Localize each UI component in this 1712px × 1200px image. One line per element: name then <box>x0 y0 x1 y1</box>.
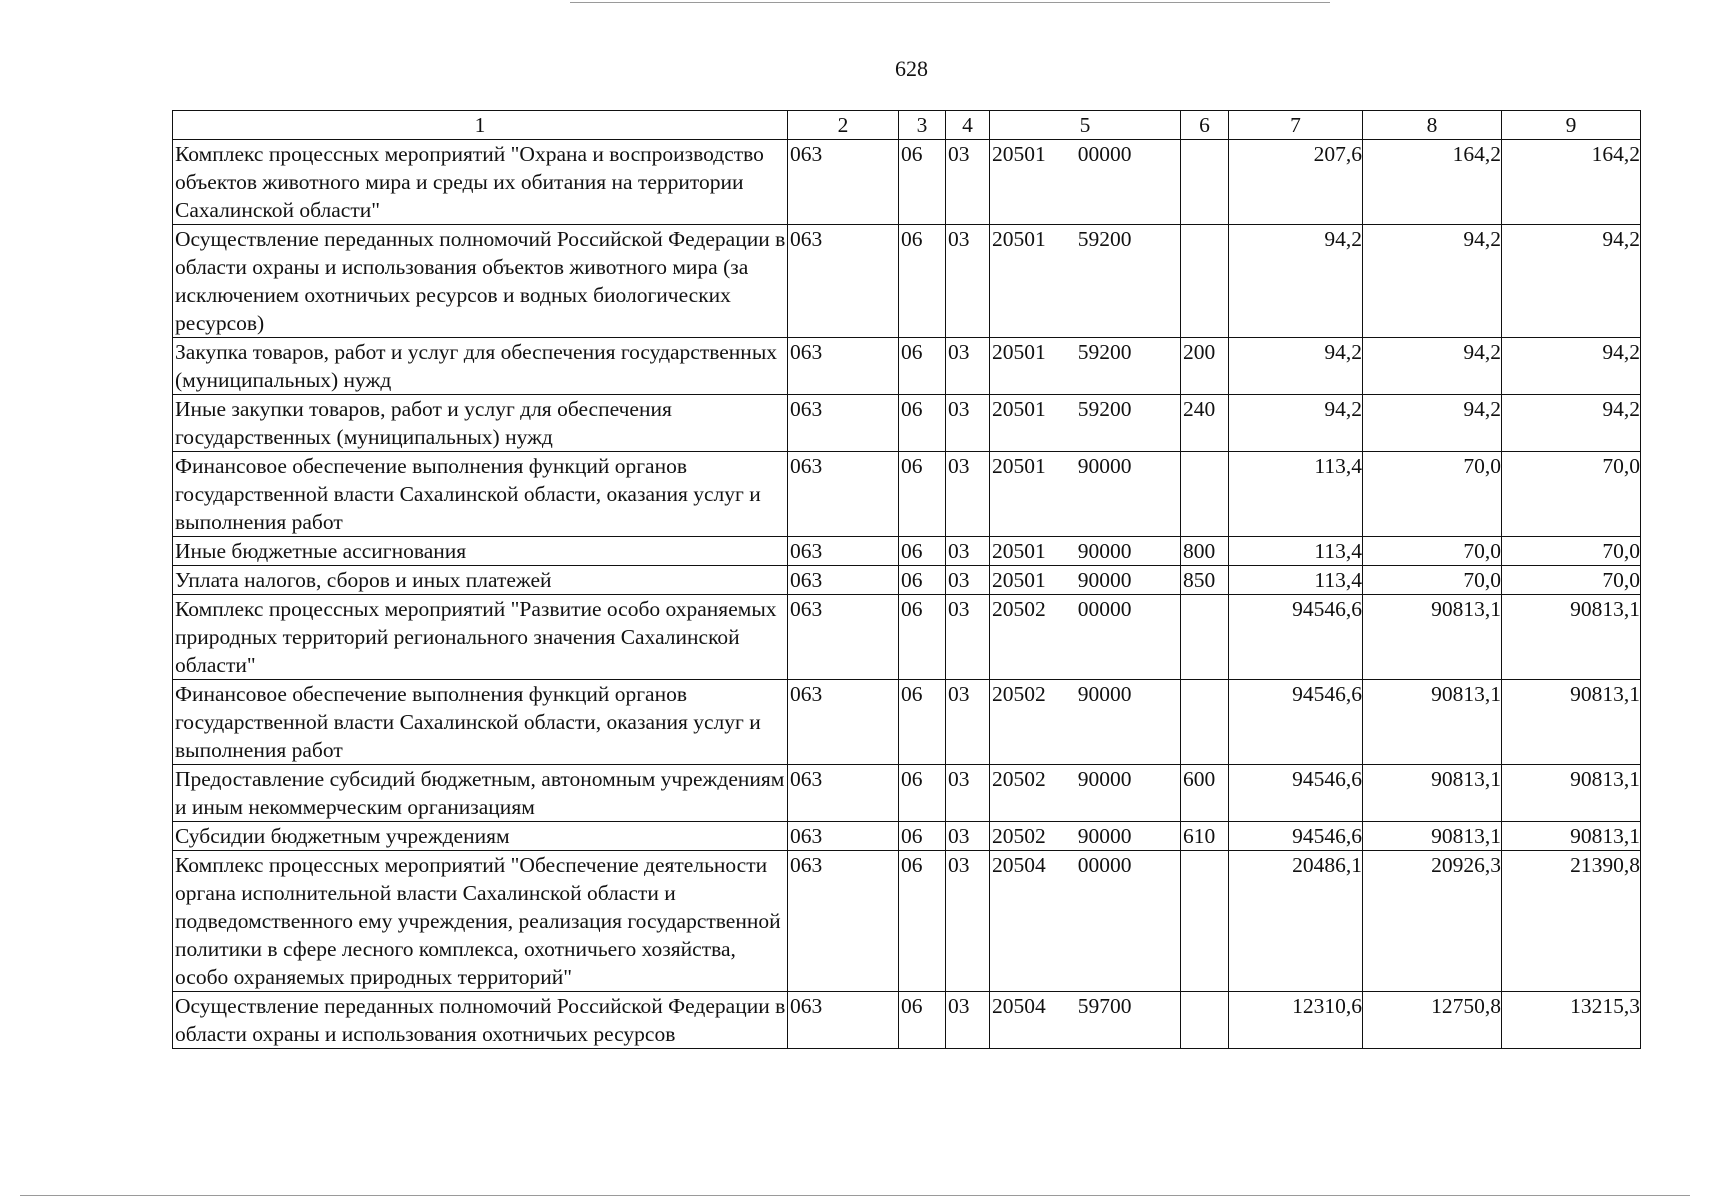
amount-col8 <box>1363 452 1502 537</box>
code-admin <box>788 822 899 851</box>
row-description <box>173 595 788 680</box>
amount-col9-value: 13215,3 <box>1570 994 1640 1018</box>
code-admin-value: 063 <box>790 824 823 848</box>
amount-col9-value: 90813,1 <box>1570 597 1640 621</box>
code-admin-value: 063 <box>790 454 823 478</box>
code-subsection <box>946 851 990 992</box>
code-expense-type <box>1181 225 1229 338</box>
scan-line-top <box>570 2 1330 3</box>
code-admin <box>788 992 899 1049</box>
row-description <box>173 452 788 537</box>
row-description-value: Закупка товаров, работ и услуг для обеспечения государственных (муниципальных) нужд <box>175 340 778 392</box>
row-description-value: Финансовое обеспечение выполнения функций органов государственной власти Сахалинской области, оказания услуг и выполнения работ <box>175 454 761 534</box>
amount-col8 <box>1363 680 1502 765</box>
code-target-article-value: 20501 <box>992 142 1046 166</box>
code-section <box>899 765 946 822</box>
code-expense-type-value: 240 <box>1183 397 1216 421</box>
code-target-article <box>990 822 1181 851</box>
row-description-value: Осуществление переданных полномочий Российской Федерации в области охраны и использования объектов животного мира (за исключением охотничьих ресурсов и водных биологических ресурсов) <box>175 227 786 335</box>
amount-col7 <box>1229 680 1363 765</box>
amount-col8-value: 94,2 <box>1463 340 1501 364</box>
code-target-article-value: 59700 <box>1077 994 1132 1018</box>
code-section-value: 06 <box>901 227 923 251</box>
code-admin <box>788 140 899 225</box>
code-admin <box>788 537 899 566</box>
table-row <box>173 566 1641 595</box>
row-description <box>173 851 788 992</box>
amount-col9 <box>1502 765 1641 822</box>
code-subsection-value: 03 <box>948 227 970 251</box>
code-section <box>899 452 946 537</box>
amount-col9 <box>1502 452 1641 537</box>
row-description-value: Предоставление субсидий бюджетным, автономным учреждениям и иным некоммерческим организациям <box>175 767 785 819</box>
amount-col9 <box>1502 595 1641 680</box>
code-section-value: 06 <box>901 597 923 621</box>
code-admin-value: 063 <box>790 853 823 877</box>
amount-col7 <box>1229 595 1363 680</box>
amount-col9 <box>1502 822 1641 851</box>
code-expense-type-value: 600 <box>1183 767 1216 791</box>
code-target-article-value: 20501 <box>992 454 1046 478</box>
code-target-article-value: 90000 <box>1077 454 1132 478</box>
row-description-value: Уплата налогов, сборов и иных платежей <box>175 568 552 592</box>
table-row <box>173 851 1641 992</box>
amount-col7 <box>1229 537 1363 566</box>
code-target-article-value: 00000 <box>1077 142 1132 166</box>
amount-col8-value: 70,0 <box>1463 454 1501 478</box>
amount-col8-value: 12750,8 <box>1431 994 1501 1018</box>
amount-col8 <box>1363 765 1502 822</box>
code-subsection-value: 03 <box>948 397 970 421</box>
amount-col8 <box>1363 822 1502 851</box>
code-expense-type <box>1181 566 1229 595</box>
row-description-value: Субсидии бюджетным учреждениям <box>175 824 510 848</box>
amount-col9 <box>1502 851 1641 992</box>
code-expense-type <box>1181 822 1229 851</box>
amount-col7 <box>1229 225 1363 338</box>
code-subsection-value: 03 <box>948 682 970 706</box>
code-admin-value: 063 <box>790 539 823 563</box>
code-subsection <box>946 595 990 680</box>
code-target-article-value: 20504 <box>992 994 1046 1018</box>
budget-table <box>172 110 1641 1049</box>
code-target-article <box>990 680 1181 765</box>
amount-col9-value: 21390,8 <box>1570 853 1640 877</box>
amount-col9-value: 70,0 <box>1602 454 1640 478</box>
code-section <box>899 595 946 680</box>
amount-col7-value: 12310,6 <box>1292 994 1362 1018</box>
table-row <box>173 225 1641 338</box>
code-section-value: 06 <box>901 397 923 421</box>
code-subsection-value: 03 <box>948 824 970 848</box>
code-subsection <box>946 225 990 338</box>
code-subsection-value: 03 <box>948 539 970 563</box>
row-description-value: Осуществление переданных полномочий Российской Федерации в области охраны и использования охотничьих ресурсов <box>175 994 786 1046</box>
code-target-article <box>990 225 1181 338</box>
amount-col9-value: 94,2 <box>1602 397 1640 421</box>
row-description <box>173 338 788 395</box>
amount-col9-value: 90813,1 <box>1570 767 1640 791</box>
amount-col7 <box>1229 140 1363 225</box>
code-section <box>899 395 946 452</box>
table-row <box>173 822 1641 851</box>
code-target-article-value: 20502 <box>992 767 1046 791</box>
code-section <box>899 140 946 225</box>
amount-col8 <box>1363 851 1502 992</box>
amount-col9-value: 90813,1 <box>1570 682 1640 706</box>
table-row <box>173 395 1641 452</box>
code-section-value: 06 <box>901 340 923 364</box>
code-target-article-value: 20501 <box>992 340 1046 364</box>
code-target-article-value: 20504 <box>992 853 1046 877</box>
code-target-article <box>990 992 1181 1049</box>
code-target-article-value: 20502 <box>992 824 1046 848</box>
table-row <box>173 338 1641 395</box>
amount-col7-value: 94546,6 <box>1292 597 1362 621</box>
code-admin <box>788 338 899 395</box>
code-admin-value: 063 <box>790 142 823 166</box>
amount-col7-value: 113,4 <box>1314 454 1362 478</box>
amount-col8-value: 20926,3 <box>1431 853 1501 877</box>
code-target-article-value: 90000 <box>1077 767 1132 791</box>
code-target-article-value: 90000 <box>1077 824 1132 848</box>
code-target-article <box>990 595 1181 680</box>
code-target-article-value: 59200 <box>1077 340 1132 364</box>
code-target-article-value: 00000 <box>1077 853 1132 877</box>
code-admin <box>788 452 899 537</box>
table-row <box>173 992 1641 1049</box>
amount-col7-value: 113,4 <box>1314 539 1362 563</box>
amount-col7 <box>1229 452 1363 537</box>
code-expense-type <box>1181 537 1229 566</box>
code-subsection <box>946 452 990 537</box>
row-description <box>173 566 788 595</box>
code-target-article-value: 00000 <box>1077 597 1132 621</box>
code-subsection-value: 03 <box>948 994 970 1018</box>
table-body <box>173 140 1641 1049</box>
column-header: 8 <box>1363 111 1502 140</box>
amount-col9-value: 94,2 <box>1602 340 1640 364</box>
code-admin-value: 063 <box>790 340 823 364</box>
amount-col8-value: 94,2 <box>1463 227 1501 251</box>
page-number: 628 <box>895 56 928 81</box>
code-section-value: 06 <box>901 824 923 848</box>
code-subsection <box>946 765 990 822</box>
code-subsection <box>946 566 990 595</box>
amount-col7-value: 20486,1 <box>1292 853 1362 877</box>
code-target-article-value: 20501 <box>992 227 1046 251</box>
code-admin-value: 063 <box>790 994 823 1018</box>
amount-col7-value: 94546,6 <box>1292 824 1362 848</box>
amount-col8-value: 90813,1 <box>1431 824 1501 848</box>
row-description <box>173 140 788 225</box>
amount-col8-value: 70,0 <box>1463 539 1501 563</box>
code-expense-type <box>1181 680 1229 765</box>
code-expense-type <box>1181 140 1229 225</box>
amount-col8-value: 90813,1 <box>1431 767 1501 791</box>
row-description-value: Комплекс процессных мероприятий "Развитие особо охраняемых природных территорий регионального значения Сахалинской области" <box>175 597 777 677</box>
amount-col7 <box>1229 765 1363 822</box>
amount-col8 <box>1363 225 1502 338</box>
code-expense-type <box>1181 452 1229 537</box>
amount-col8 <box>1363 992 1502 1049</box>
amount-col7-value: 94,2 <box>1324 397 1362 421</box>
code-section <box>899 537 946 566</box>
code-subsection <box>946 140 990 225</box>
row-description <box>173 537 788 566</box>
code-admin-value: 063 <box>790 767 823 791</box>
code-section <box>899 225 946 338</box>
amount-col9 <box>1502 992 1641 1049</box>
row-description <box>173 992 788 1049</box>
amount-col8-value: 94,2 <box>1463 397 1501 421</box>
code-section-value: 06 <box>901 853 923 877</box>
code-subsection <box>946 822 990 851</box>
code-admin-value: 063 <box>790 397 823 421</box>
code-target-article <box>990 338 1181 395</box>
code-expense-type <box>1181 765 1229 822</box>
amount-col9-value: 90813,1 <box>1570 824 1640 848</box>
code-admin <box>788 566 899 595</box>
code-admin <box>788 595 899 680</box>
code-section <box>899 338 946 395</box>
row-description <box>173 765 788 822</box>
table-row <box>173 680 1641 765</box>
amount-col9 <box>1502 566 1641 595</box>
code-target-article <box>990 395 1181 452</box>
code-section-value: 06 <box>901 767 923 791</box>
amount-col9 <box>1502 338 1641 395</box>
code-section <box>899 851 946 992</box>
code-expense-type <box>1181 992 1229 1049</box>
code-target-article <box>990 140 1181 225</box>
column-header: 4 <box>946 111 990 140</box>
code-subsection <box>946 992 990 1049</box>
column-header: 1 <box>173 111 788 140</box>
amount-col8 <box>1363 595 1502 680</box>
amount-col7 <box>1229 822 1363 851</box>
amount-col8 <box>1363 140 1502 225</box>
code-subsection <box>946 338 990 395</box>
amount-col7-value: 113,4 <box>1314 568 1362 592</box>
code-target-article-value: 20501 <box>992 397 1046 421</box>
amount-col9 <box>1502 680 1641 765</box>
amount-col9-value: 94,2 <box>1602 227 1640 251</box>
column-header: 7 <box>1229 111 1363 140</box>
code-section-value: 06 <box>901 568 923 592</box>
amount-col7-value: 94,2 <box>1324 227 1362 251</box>
code-target-article-value: 59200 <box>1077 397 1132 421</box>
code-section-value: 06 <box>901 454 923 478</box>
code-target-article-value: 20501 <box>992 539 1046 563</box>
amount-col7 <box>1229 992 1363 1049</box>
amount-col7 <box>1229 851 1363 992</box>
row-description-value: Комплекс процессных мероприятий "Охрана и воспроизводство объектов животного мира и среды их обитания на территории Сахалинской области" <box>175 142 764 222</box>
table-row <box>173 140 1641 225</box>
code-admin-value: 063 <box>790 682 823 706</box>
amount-col7-value: 94546,6 <box>1292 682 1362 706</box>
column-header: 2 <box>788 111 899 140</box>
amount-col8 <box>1363 395 1502 452</box>
row-description-value: Иные закупки товаров, работ и услуг для обеспечения государственных (муниципальных) нужд <box>175 397 672 449</box>
code-subsection <box>946 395 990 452</box>
amount-col9 <box>1502 395 1641 452</box>
code-section-value: 06 <box>901 994 923 1018</box>
code-section-value: 06 <box>901 682 923 706</box>
code-subsection-value: 03 <box>948 340 970 364</box>
amount-col8-value: 90813,1 <box>1431 597 1501 621</box>
amount-col9-value: 70,0 <box>1602 568 1640 592</box>
amount-col9-value: 164,2 <box>1591 142 1640 166</box>
code-target-article-value: 90000 <box>1077 539 1132 563</box>
amount-col9-value: 70,0 <box>1602 539 1640 563</box>
amount-col7 <box>1229 338 1363 395</box>
code-target-article <box>990 765 1181 822</box>
code-section <box>899 680 946 765</box>
code-admin <box>788 395 899 452</box>
code-admin <box>788 765 899 822</box>
amount-col9 <box>1502 140 1641 225</box>
code-subsection <box>946 537 990 566</box>
code-subsection-value: 03 <box>948 454 970 478</box>
amount-col8 <box>1363 537 1502 566</box>
code-expense-type-value: 850 <box>1183 568 1216 592</box>
amount-col8-value: 90813,1 <box>1431 682 1501 706</box>
table-row <box>173 595 1641 680</box>
code-subsection-value: 03 <box>948 853 970 877</box>
amount-col8-value: 70,0 <box>1463 568 1501 592</box>
scan-line-bottom <box>20 1195 1690 1196</box>
column-header: 3 <box>899 111 946 140</box>
amount-col7 <box>1229 566 1363 595</box>
code-expense-type-value: 200 <box>1183 340 1216 364</box>
amount-col7-value: 94,2 <box>1324 340 1362 364</box>
code-admin-value: 063 <box>790 568 823 592</box>
code-expense-type <box>1181 851 1229 992</box>
row-description-value: Иные бюджетные ассигнования <box>175 539 467 563</box>
code-target-article <box>990 537 1181 566</box>
amount-col7-value: 94546,6 <box>1292 767 1362 791</box>
amount-col9 <box>1502 537 1641 566</box>
code-target-article-value: 90000 <box>1077 682 1132 706</box>
code-subsection-value: 03 <box>948 568 970 592</box>
code-target-article-value: 59200 <box>1077 227 1132 251</box>
code-section <box>899 992 946 1049</box>
code-target-article <box>990 851 1181 992</box>
table-header-row <box>173 111 1641 140</box>
code-admin-value: 063 <box>790 597 823 621</box>
code-target-article <box>990 452 1181 537</box>
table-row <box>173 452 1641 537</box>
code-admin <box>788 225 899 338</box>
code-subsection-value: 03 <box>948 142 970 166</box>
code-subsection-value: 03 <box>948 597 970 621</box>
code-expense-type-value: 610 <box>1183 824 1216 848</box>
code-expense-type <box>1181 338 1229 395</box>
code-expense-type <box>1181 595 1229 680</box>
code-subsection-value: 03 <box>948 767 970 791</box>
row-description <box>173 822 788 851</box>
table-row <box>173 537 1641 566</box>
amount-col7-value: 207,6 <box>1313 142 1362 166</box>
amount-col8-value: 164,2 <box>1452 142 1501 166</box>
code-admin <box>788 680 899 765</box>
amount-col8 <box>1363 338 1502 395</box>
amount-col7 <box>1229 395 1363 452</box>
code-expense-type-value: 800 <box>1183 539 1216 563</box>
column-header: 5 <box>990 111 1181 140</box>
code-section-value: 06 <box>901 142 923 166</box>
code-target-article-value: 90000 <box>1077 568 1132 592</box>
code-subsection <box>946 680 990 765</box>
row-description <box>173 225 788 338</box>
code-admin-value: 063 <box>790 227 823 251</box>
amount-col8 <box>1363 566 1502 595</box>
code-target-article-value: 20502 <box>992 597 1046 621</box>
column-header: 6 <box>1181 111 1229 140</box>
code-target-article <box>990 566 1181 595</box>
amount-col9 <box>1502 225 1641 338</box>
row-description-value: Комплекс процессных мероприятий "Обеспечение деятельности органа исполнительной власти Сахалинской области и подведомственного ему учреждения, реализация государственной политики в сфере лесного комплекса, охотничьего хозяйства, особо охраняемых природных территорий" <box>175 853 781 989</box>
code-section <box>899 822 946 851</box>
column-header: 9 <box>1502 111 1641 140</box>
row-description <box>173 680 788 765</box>
row-description <box>173 395 788 452</box>
code-section <box>899 566 946 595</box>
code-target-article-value: 20501 <box>992 568 1046 592</box>
code-expense-type <box>1181 395 1229 452</box>
code-admin <box>788 851 899 992</box>
table-row <box>173 765 1641 822</box>
code-section-value: 06 <box>901 539 923 563</box>
row-description-value: Финансовое обеспечение выполнения функций органов государственной власти Сахалинской области, оказания услуг и выполнения работ <box>175 682 761 762</box>
code-target-article-value: 20502 <box>992 682 1046 706</box>
